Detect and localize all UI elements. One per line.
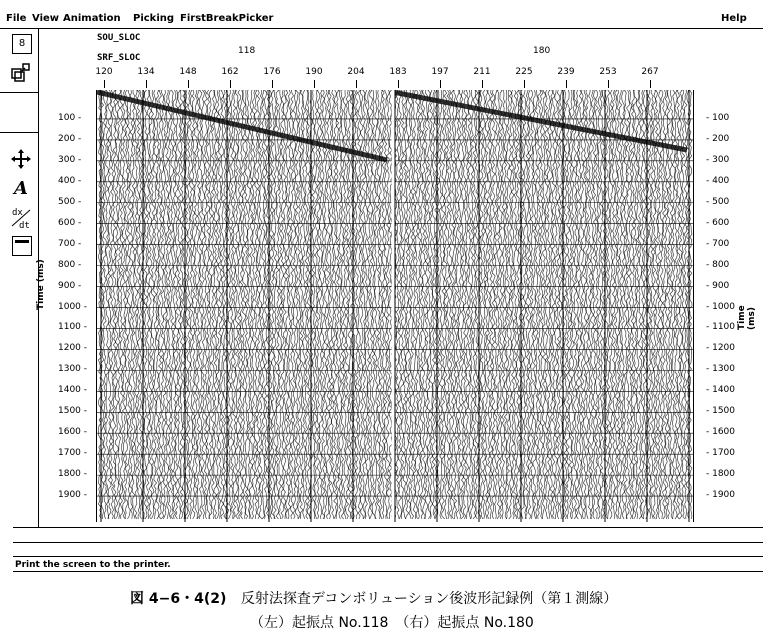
seismic-trace: [120, 90, 123, 519]
seismic-trace: [218, 90, 221, 519]
seismic-trace: [547, 90, 550, 519]
time-tick-left: 1000 -: [58, 301, 88, 312]
seismic-trace: [574, 90, 577, 519]
time-tick-right: - 1800: [706, 469, 736, 480]
time-tick-right: - 1200: [706, 343, 736, 354]
toolbar-divider: [0, 92, 38, 93]
receiver-tick-label: 225: [515, 67, 533, 77]
seismic-trace: [204, 90, 207, 519]
seismic-trace: [456, 90, 459, 519]
seismic-trace: [154, 90, 157, 519]
time-axis-label-right: Time (ms): [737, 305, 757, 330]
seismic-trace: [170, 90, 173, 519]
seismic-trace: [240, 90, 243, 519]
seismic-trace: [679, 90, 682, 519]
time-tick-left: 1600 -: [58, 427, 88, 438]
time-tick-left: 1900 -: [58, 490, 88, 501]
seismic-trace: [209, 90, 212, 519]
seismic-trace: [610, 90, 613, 519]
seismic-trace: [598, 90, 601, 519]
time-tick-left: 1400 -: [58, 385, 88, 396]
status-message: Print the screen to the printer.: [15, 560, 171, 570]
seismic-trace: [470, 90, 473, 519]
seismic-trace: [595, 90, 598, 519]
seismic-display[interactable]: [96, 90, 694, 522]
seismic-trace: [420, 90, 423, 519]
seismic-trace: [593, 90, 596, 519]
receiver-tick-label: 148: [179, 67, 197, 77]
menu-picking[interactable]: Picking: [133, 13, 175, 24]
seismic-trace: [682, 90, 685, 519]
seismic-trace: [343, 90, 346, 519]
seismic-traces: [97, 90, 693, 522]
seismic-trace: [494, 90, 497, 519]
seismic-trace: [274, 90, 277, 519]
seismic-trace: [103, 90, 106, 519]
receiver-tick-mark: [230, 80, 231, 88]
seismic-trace: [348, 90, 351, 519]
source-number-left: 118: [238, 46, 256, 56]
receiver-tick-label: 120: [95, 67, 113, 77]
pan-arrows-icon[interactable]: [10, 148, 32, 170]
receiver-tick-label: 134: [137, 67, 155, 77]
time-tick-right: - 500: [706, 196, 730, 207]
seismic-trace: [511, 90, 514, 519]
seismic-trace: [247, 90, 250, 519]
seismic-trace: [636, 90, 639, 519]
menu-help[interactable]: Help: [721, 13, 747, 24]
figure-title: 反射法探査デコンボリューション後波形記録例（第１測線）: [240, 591, 618, 607]
seismic-trace: [677, 90, 680, 519]
time-tick-left: 600 -: [58, 217, 82, 228]
time-tick-left: 1300 -: [58, 364, 88, 375]
receiver-tick-mark: [398, 80, 399, 88]
seismic-trace: [586, 90, 589, 519]
receiver-tick-label: 190: [305, 67, 323, 77]
seismic-trace: [113, 90, 116, 519]
seismic-trace: [667, 90, 670, 519]
receiver-tick-mark: [188, 80, 189, 88]
receiver-tick-mark: [314, 80, 315, 88]
time-tick-left: 900 -: [58, 280, 82, 291]
receiver-tick-label: 183: [389, 67, 407, 77]
seismic-trace: [576, 90, 579, 519]
seismic-trace: [406, 90, 409, 519]
seismic-trace: [334, 90, 337, 519]
seismic-trace: [127, 90, 130, 519]
seismic-trace: [403, 90, 406, 519]
time-tick-right: - 1000: [706, 301, 736, 312]
time-tick-left: 1800 -: [58, 469, 88, 480]
seismic-trace: [115, 90, 118, 519]
time-tick-right: - 100: [706, 112, 730, 123]
receiver-tick-mark: [524, 80, 525, 88]
sou-sloc-label: SOU_SLOC: [97, 33, 141, 43]
time-tick-right: - 400: [706, 175, 730, 186]
receiver-tick-mark: [482, 80, 483, 88]
time-tick-right: - 1500: [706, 406, 736, 417]
seismic-trace: [163, 90, 166, 519]
receiver-tick-mark: [356, 80, 357, 88]
seismic-trace: [146, 90, 149, 519]
seismic-trace: [458, 90, 461, 519]
time-axis-label-left: Time (ms): [36, 259, 46, 310]
seismic-trace: [648, 90, 651, 519]
seismic-trace: [533, 90, 536, 519]
time-tick-right: - 600: [706, 217, 730, 228]
seismic-trace: [231, 90, 234, 519]
seismic-trace: [413, 90, 416, 519]
menu-view[interactable]: View: [32, 13, 60, 24]
seismic-trace: [408, 90, 411, 519]
receiver-tick-label: 239: [557, 67, 575, 77]
receiver-tick-label: 204: [347, 67, 365, 77]
seismic-trace: [336, 90, 339, 519]
time-tick-right: - 1700: [706, 448, 736, 459]
seismic-trace: [566, 90, 569, 519]
time-tick-left: 1500 -: [58, 406, 88, 417]
menu-file[interactable]: File: [6, 13, 27, 24]
seismic-trace: [238, 90, 241, 519]
time-tick-left: 1700 -: [58, 448, 88, 459]
seismic-trace: [480, 90, 483, 519]
time-tick-right: - 300: [706, 154, 730, 165]
seismic-trace: [578, 90, 581, 519]
status-bottom-border: [13, 571, 763, 572]
seismic-trace: [461, 90, 464, 519]
seismic-trace: [331, 90, 334, 519]
seismic-trace: [446, 90, 449, 519]
seismic-trace: [670, 90, 673, 519]
seismic-trace: [442, 90, 445, 519]
seismic-trace: [135, 90, 138, 519]
seismic-trace: [660, 90, 663, 519]
seismic-trace: [653, 90, 656, 519]
seismic-trace: [298, 90, 301, 519]
receiver-tick-mark: [650, 80, 651, 88]
window-select-icon[interactable]: [10, 62, 32, 84]
seismic-trace: [516, 90, 519, 519]
seismic-trace: [528, 90, 531, 519]
srf-sloc-label: SRF_SLOC: [97, 53, 141, 63]
time-tick-left: 700 -: [58, 238, 82, 249]
seismic-trace: [415, 90, 418, 519]
seismic-trace: [629, 90, 632, 519]
time-tick-right: - 1400: [706, 385, 736, 396]
seismic-trace: [523, 90, 526, 519]
seismic-trace: [199, 90, 202, 519]
figure-caption-line2: （左）起振点 No.118 （右）起振点 No.180: [250, 615, 534, 631]
seismic-trace: [173, 90, 176, 519]
time-tick-right: - 1900: [706, 490, 736, 501]
seismic-trace: [137, 90, 140, 519]
seismic-trace: [422, 90, 425, 519]
seismic-trace: [557, 90, 560, 519]
receiver-tick-mark: [608, 80, 609, 88]
seismic-trace: [540, 90, 543, 519]
time-tick-left: 500 -: [58, 196, 82, 207]
seismic-trace: [276, 90, 279, 519]
seismic-trace: [329, 90, 332, 519]
seismic-trace: [192, 90, 195, 519]
seismic-trace: [290, 90, 293, 519]
seismic-trace: [122, 90, 125, 519]
display-window-icon[interactable]: [12, 236, 32, 256]
seismic-trace: [228, 90, 231, 519]
menu-firstbreakpicker[interactable]: FirstBreakPicker: [180, 13, 274, 24]
seismic-trace: [439, 90, 442, 519]
toolbar-divider: [0, 132, 38, 133]
seismic-trace: [216, 90, 219, 519]
receiver-tick-label: 162: [221, 67, 239, 77]
seismic-trace: [631, 90, 634, 519]
figure-number: 図 4−6・4(2): [130, 591, 227, 607]
seismic-trace: [430, 90, 433, 519]
seismic-trace: [526, 90, 529, 519]
seismic-trace: [262, 90, 265, 519]
seismic-trace: [497, 90, 500, 519]
time-tick-left: 1200 -: [58, 343, 88, 354]
seismic-trace: [211, 90, 214, 519]
zoom-icon[interactable]: 8: [12, 34, 32, 54]
seismic-trace: [624, 90, 627, 519]
receiver-tick-label: 197: [431, 67, 449, 77]
time-tick-right: - 900: [706, 280, 730, 291]
seismic-trace: [641, 90, 644, 519]
time-tick-right: - 200: [706, 133, 730, 144]
receiver-tick-label: 253: [599, 67, 617, 77]
seismic-trace: [374, 90, 377, 519]
seismic-trace: [271, 90, 274, 519]
figure-caption-line1: [130, 588, 617, 608]
receiver-tick-label: 267: [641, 67, 659, 77]
seismic-trace: [612, 90, 615, 519]
seismic-trace: [655, 90, 658, 519]
seismic-trace: [223, 90, 226, 519]
receiver-tick-mark: [566, 80, 567, 88]
time-tick-left: 300 -: [58, 154, 82, 165]
seismic-trace: [638, 90, 641, 519]
receiver-tick-mark: [104, 80, 105, 88]
seismic-trace: [571, 90, 574, 519]
seismic-trace: [583, 90, 586, 519]
seismic-trace: [535, 90, 538, 519]
seismic-trace: [581, 90, 584, 519]
time-tick-right: - 700: [706, 238, 730, 249]
receiver-tick-mark: [272, 80, 273, 88]
status-divider: [13, 542, 763, 543]
time-tick-left: 400 -: [58, 175, 82, 186]
time-tick-right: - 1100: [706, 322, 736, 333]
menu-bar: [0, 0, 763, 29]
seismic-trace: [307, 90, 310, 519]
derivative-dxdt-icon[interactable]: [10, 206, 32, 228]
seismic-trace: [384, 90, 387, 519]
time-tick-right: - 1600: [706, 427, 736, 438]
status-divider: [13, 556, 763, 557]
seismic-trace: [202, 90, 205, 519]
seismic-trace: [499, 90, 502, 519]
menu-animation[interactable]: Animation: [63, 13, 121, 24]
receiver-tick-label: 211: [473, 67, 491, 77]
seismic-trace: [197, 90, 200, 519]
seismic-trace: [302, 90, 305, 519]
seismic-trace: [242, 90, 245, 519]
time-tick-right: - 800: [706, 259, 730, 270]
time-tick-left: 200 -: [58, 133, 82, 144]
seismic-trace: [492, 90, 495, 519]
seismic-trace: [622, 90, 625, 519]
seismic-trace: [418, 90, 421, 519]
source-number-right: 180: [533, 46, 551, 56]
time-tick-left: 800 -: [58, 259, 82, 270]
seismic-trace: [564, 90, 567, 519]
seismic-trace: [485, 90, 488, 519]
seismic-trace: [684, 90, 687, 519]
seismic-trace: [118, 90, 121, 519]
seismic-trace: [322, 90, 325, 519]
seismic-trace: [286, 90, 289, 519]
seismic-trace: [106, 90, 109, 519]
time-tick-left: 100 -: [58, 112, 82, 123]
time-tick-right: - 1300: [706, 364, 736, 375]
receiver-tick-mark: [440, 80, 441, 88]
seismic-trace: [259, 90, 262, 519]
receiver-tick-mark: [146, 80, 147, 88]
seismic-trace: [130, 90, 133, 519]
seismic-trace: [317, 90, 320, 519]
seismic-trace: [295, 90, 298, 519]
time-tick-left: 1100 -: [58, 322, 88, 333]
tool-palette: [0, 28, 39, 528]
annotation-A-icon[interactable]: A: [14, 178, 28, 199]
seismic-trace: [550, 90, 553, 519]
receiver-tick-label: 176: [263, 67, 281, 77]
seismic-trace: [398, 90, 401, 519]
seismic-trace: [158, 90, 161, 519]
svg-text:dt: dt: [19, 221, 30, 230]
seismic-trace: [542, 90, 545, 519]
seismic-trace: [166, 90, 169, 519]
seismic-trace: [278, 90, 281, 519]
svg-text:dx: dx: [12, 208, 23, 218]
seismic-trace: [473, 90, 476, 519]
seismic-trace: [151, 90, 154, 519]
seismic-trace: [617, 90, 620, 519]
